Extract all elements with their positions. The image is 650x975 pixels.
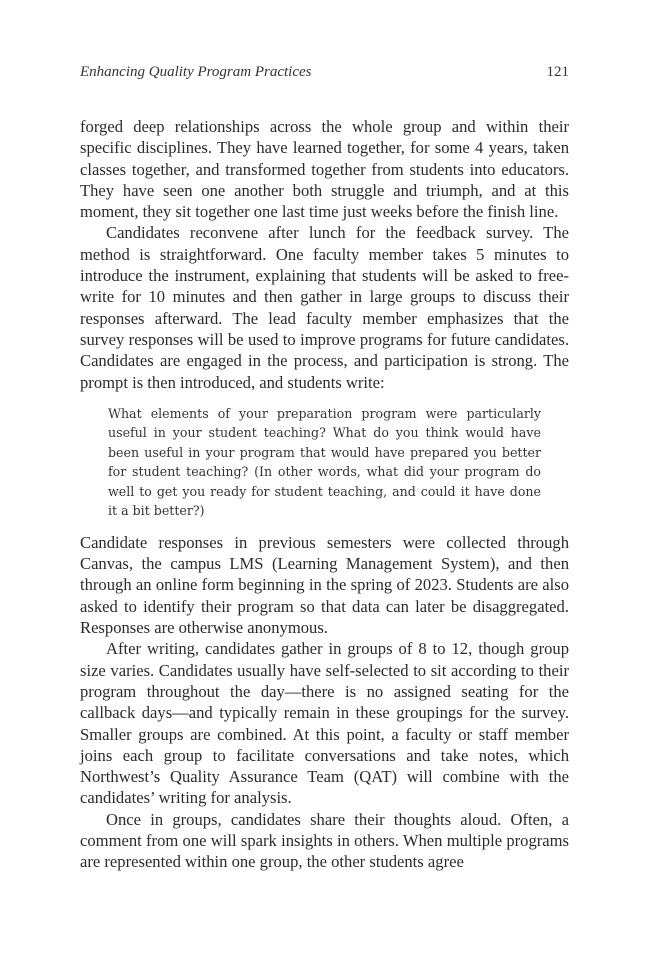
running-head: Enhancing Quality Program Practices (80, 64, 312, 80)
paragraph-continued: forged deep relationships across the whole group and within their specific disciplines. They have learned together, for some 4 years, taken classes together, and transformed together from students into educators. They have seen one another both struggle and triumph, and at this moment, they sit together one last time just weeks before the finish line. (80, 117, 569, 222)
paragraph-sharing-thoughts: Once in groups, candidates share their thoughts aloud. Often, a comment from one will spark insights in others. When multiple programs are represented within one group, the other students agree (80, 809, 569, 872)
survey-prompt-text: What elements of your preparation program were particularly useful in your student teaching? What do you think would have been useful in your program that would have prepared you better for student teaching? (In other words, what did your program do well to get you ready for student teaching, and could it have done it a bit better?) (108, 405, 541, 519)
paragraph-previous-semesters: Candidate responses in previous semesters were collected through Canvas, the campus LMS (Learning Management System), and then through an online form beginning in the spring of 2023. Students are also asked to identify their program so that data can later be disaggregated. Responses are otherwise anonymous. (80, 532, 569, 638)
page-number: 121 (546, 64, 569, 80)
paragraph-group-discussion: After writing, candidates gather in groups of 8 to 12, though group size varies. Candidates usually have self-selected to sit according to their program throughout the day—there is no assigned seating for the callback days—and typically remain in these groupings for the survey. Smaller groups are combined. At this point, a faculty or staff member joins each group to facilitate conversations and take notes, which Northwest’s Quality Assurance Team (QAT) will combine with the candidates’ writing for analysis. (80, 639, 569, 808)
survey-prompt-quote (108, 404, 541, 521)
body-text (80, 116, 569, 873)
page-header (80, 64, 569, 84)
paragraph-feedback-survey: Candidates reconvene after lunch for the feedback survey. The method is straightforward. One faculty member takes 5 minutes to introduce the instrument, explaining that students will be asked to free-write for 10 minutes and then gather in large groups to discuss their responses afterward. The lead faculty member emphasizes that the survey responses will be used to improve programs for future candidates. Candidates are engaged in the process, and participation is strong. The prompt is then introduced, and students write: (80, 223, 569, 392)
